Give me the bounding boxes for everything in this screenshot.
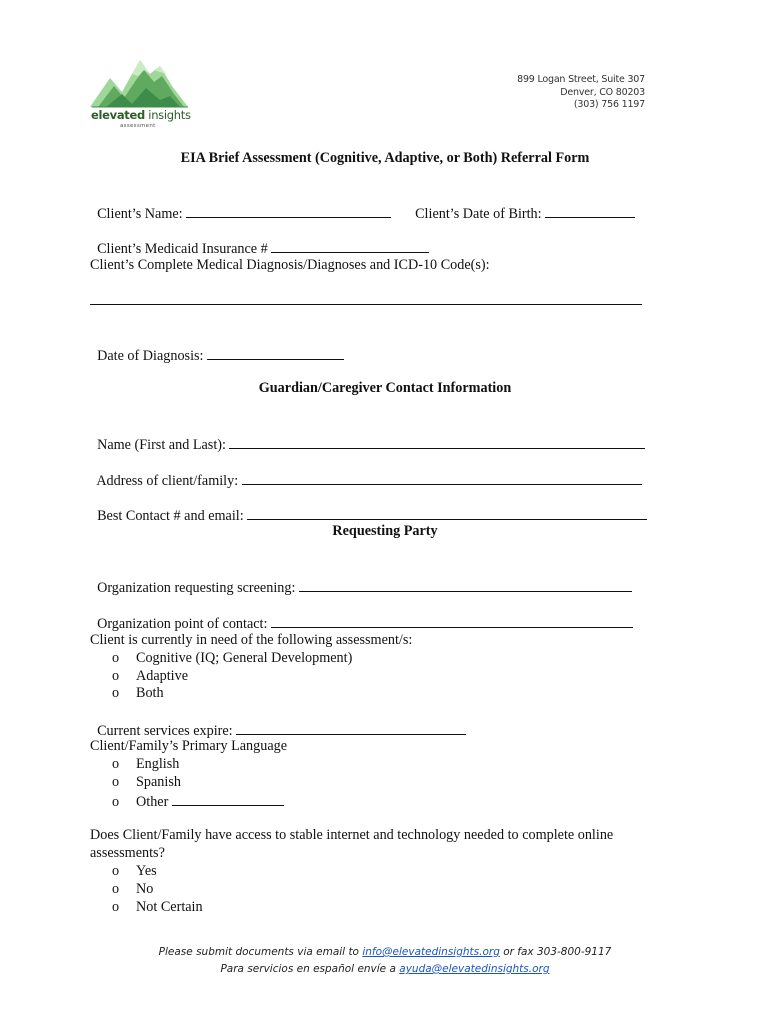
diagnosis-label: Client’s Complete Medical Diagnosis/Diagnoses and ICD-10 Code(s):: [90, 257, 490, 273]
assessment-option-adaptive[interactable]: o Adaptive: [112, 668, 189, 684]
mountain-logo-icon: [88, 52, 192, 110]
services-expire-field[interactable]: [236, 720, 466, 735]
company-phone: (303) 756 1197: [573, 99, 645, 110]
internet-option-no[interactable]: o No: [112, 881, 154, 897]
company-address: [517, 74, 645, 112]
client-dob-row: [408, 185, 635, 223]
internet-question-line-2: assessments?: [90, 845, 165, 861]
info-email-link[interactable]: info@elevatedinsights.org: [362, 946, 500, 958]
date-of-diagnosis-row: [90, 327, 344, 365]
footer-line-1: Please submit documents via email to info@elevatedinsights.org or fax 303-800-9117: [158, 946, 612, 958]
ayuda-email-link[interactable]: ayuda@elevatedinsights.org: [399, 963, 550, 975]
date-of-diagnosis-label: Date of Diagnosis:: [97, 348, 208, 364]
checkbox-bullet-icon: o: [112, 668, 120, 684]
guardian-name-field[interactable]: [229, 434, 645, 449]
checkbox-bullet-icon: o: [112, 863, 120, 879]
address-row: [90, 452, 642, 490]
checkbox-bullet-icon: o: [112, 794, 120, 810]
checkbox-bullet-icon: o: [112, 899, 120, 915]
logo-name: elevated insights: [91, 108, 191, 122]
client-dob-label: Client’s Date of Birth:: [415, 206, 546, 222]
language-other-field[interactable]: [172, 791, 284, 806]
medicaid-row: [90, 220, 429, 258]
client-name-row: [90, 185, 391, 223]
address-field[interactable]: [242, 470, 642, 485]
footer-line-2: Para servicios en español envíe a ayuda@elevatedinsights.org: [220, 963, 550, 975]
language-option-other[interactable]: o Other: [112, 791, 284, 811]
checkbox-bullet-icon: o: [112, 685, 120, 701]
diagnosis-field[interactable]: [90, 291, 642, 305]
assessment-option-cognitive[interactable]: o Cognitive (IQ; General Development): [112, 650, 353, 666]
org-contact-label: Organization point of contact:: [97, 616, 271, 632]
internet-option-not-certain[interactable]: o Not Certain: [112, 899, 203, 915]
contact-label: Best Contact # and email:: [97, 508, 248, 524]
contact-row: [90, 487, 647, 525]
date-of-diagnosis-field[interactable]: [207, 345, 344, 360]
services-expire-label: Current services expire:: [97, 723, 237, 739]
org-contact-row: [90, 595, 633, 633]
assessment-question: Client is currently in need of the following assessment/s:: [90, 632, 413, 648]
requesting-heading: Requesting Party: [332, 523, 438, 539]
address-line-1: 899 Logan Street, Suite 307: [517, 74, 645, 85]
language-option-english[interactable]: o English: [112, 756, 180, 772]
internet-option-yes[interactable]: o Yes: [112, 863, 157, 879]
org-contact-field[interactable]: [271, 613, 633, 628]
checkbox-bullet-icon: o: [112, 774, 120, 790]
services-expire-row: [90, 702, 466, 740]
internet-question-line-1: Does Client/Family have access to stable internet and technology needed to complete online: [90, 827, 614, 843]
checkbox-bullet-icon: o: [112, 650, 120, 666]
client-name-field[interactable]: [186, 203, 391, 218]
form-title: EIA Brief Assessment (Cognitive, Adaptive, or Both) Referral Form: [180, 150, 590, 166]
language-question: Client/Family’s Primary Language: [90, 738, 288, 754]
address-label: Address of client/family:: [96, 473, 242, 489]
org-requesting-row: [90, 559, 632, 597]
logo-subtitle: assessment: [120, 123, 156, 129]
client-name-label: Client’s Name:: [97, 206, 187, 222]
contact-field[interactable]: [247, 505, 647, 520]
address-line-2: Denver, CO 80203: [560, 86, 645, 98]
client-dob-field[interactable]: [545, 203, 635, 218]
guardian-name-row: [90, 416, 645, 454]
language-option-spanish[interactable]: o Spanish: [112, 774, 181, 790]
checkbox-bullet-icon: o: [112, 881, 120, 897]
medicaid-field[interactable]: [271, 238, 429, 253]
guardian-name-label: Name (First and Last):: [97, 437, 230, 453]
medicaid-label: Client’s Medicaid Insurance #: [97, 241, 272, 257]
org-requesting-label: Organization requesting screening:: [97, 580, 299, 596]
checkbox-bullet-icon: o: [112, 756, 120, 772]
assessment-option-both[interactable]: o Both: [112, 685, 164, 701]
guardian-heading: Guardian/Caregiver Contact Information: [258, 380, 512, 396]
org-requesting-field[interactable]: [299, 577, 632, 592]
